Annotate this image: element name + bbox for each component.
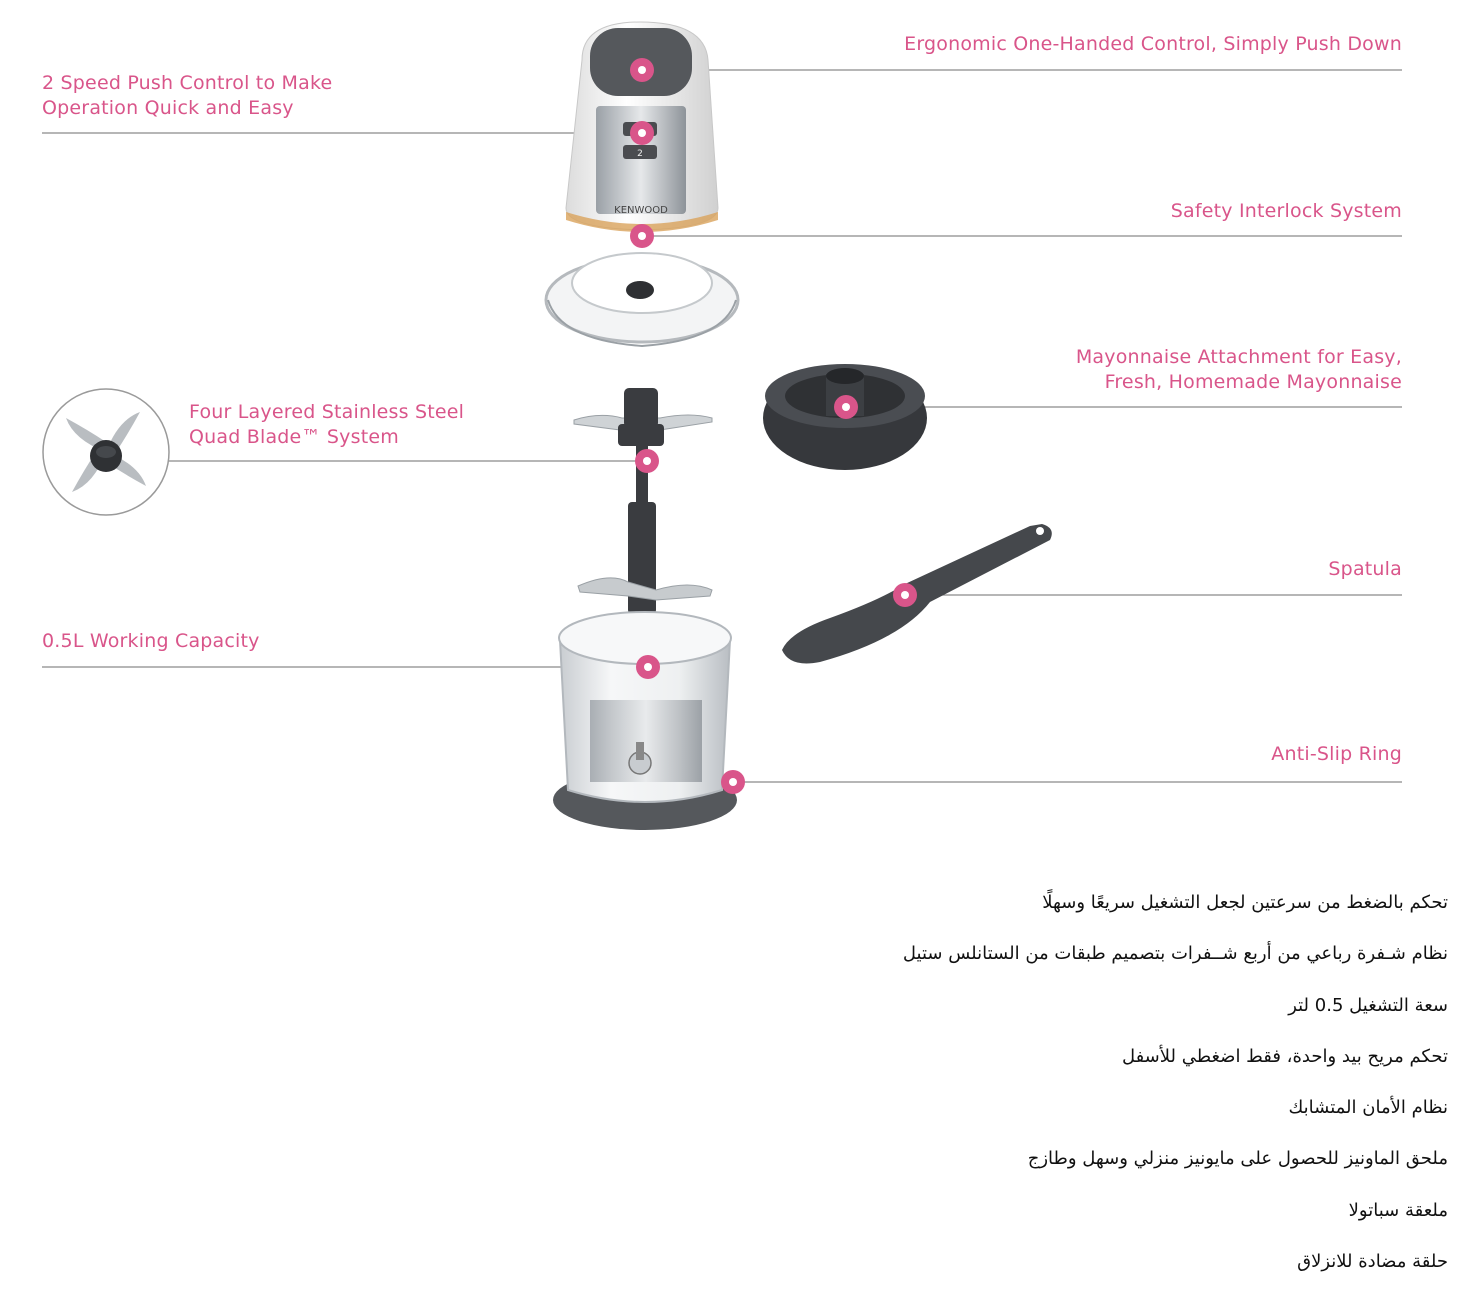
arabic-feature-list: [548, 886, 1448, 1296]
callout-speed-line-1: 2 Speed Push Control to Make: [42, 72, 333, 94]
callout-safety-line: Safety Interlock System: [1170, 200, 1402, 222]
work-bowl: [553, 612, 737, 830]
marker-speed: [630, 121, 654, 145]
arabic-feature-item: نظام شـفرة رباعي من أربع شــفرات بتصميم طبقات من الستانلس ستيل: [902, 943, 1448, 965]
marker-mayo: [834, 395, 858, 419]
callout-blade: [189, 400, 464, 450]
callout-capacity: [42, 629, 260, 654]
blade-assembly: [574, 388, 712, 614]
callout-mayo: [1076, 345, 1402, 395]
callout-capacity-line: 0.5L Working Capacity: [42, 630, 260, 652]
callout-blade-line-1: Four Layered Stainless Steel: [189, 401, 465, 423]
callout-safety: [1171, 199, 1402, 224]
brand-logo: KENWOOD: [614, 205, 668, 216]
arabic-feature-item: تحكم بالضغط من سرعتين لجعل التشغيل سريعًا وسهلًا: [1042, 892, 1448, 913]
blade-detail-inset: [43, 389, 169, 515]
callout-ergonomic: [904, 32, 1402, 57]
callout-spatula: [1328, 557, 1402, 582]
marker-antislip: [721, 770, 745, 794]
callout-blade-line-2: Quad Blade™ System: [189, 426, 399, 448]
arabic-feature-item: سعة التشغيل 0.5 لتر: [1288, 994, 1448, 1016]
callout-mayo-line-1: Mayonnaise Attachment for Easy,: [1075, 346, 1402, 368]
arabic-feature-item: ملحق الماونيز للحصول على مايونيز منزلي وسهل وطازج: [1027, 1148, 1448, 1170]
arabic-feature-item: حلقة مضادة للانزلاق: [1297, 1251, 1448, 1273]
callout-antislip: [1271, 742, 1402, 767]
arabic-feature-item: نظام الأمان المتشابك: [1288, 1097, 1448, 1119]
arabic-feature-item: ملعقة سباتولا: [1348, 1199, 1448, 1221]
callout-ergonomic-line: Ergonomic One-Handed Control, Simply Push Down: [904, 33, 1402, 55]
callout-speed-line-2: Operation Quick and Easy: [42, 97, 294, 119]
callout-speed: [42, 71, 332, 121]
speed-2-label: 2: [637, 149, 643, 159]
callout-mayo-line-2: Fresh, Homemade Mayonnaise: [1104, 371, 1402, 393]
marker-capacity: [636, 655, 660, 679]
marker-safety: [630, 224, 654, 248]
callout-spatula-line: Spatula: [1328, 558, 1402, 580]
callout-antislip-line: Anti-Slip Ring: [1271, 743, 1402, 765]
marker-spatula: [893, 583, 917, 607]
marker-blade: [635, 449, 659, 473]
arabic-feature-item: تحكم مريح بيد واحدة، فقط اضغطي للأسفل: [1121, 1045, 1448, 1067]
marker-ergonomic: [630, 58, 654, 82]
bowl-lid: [546, 253, 738, 346]
